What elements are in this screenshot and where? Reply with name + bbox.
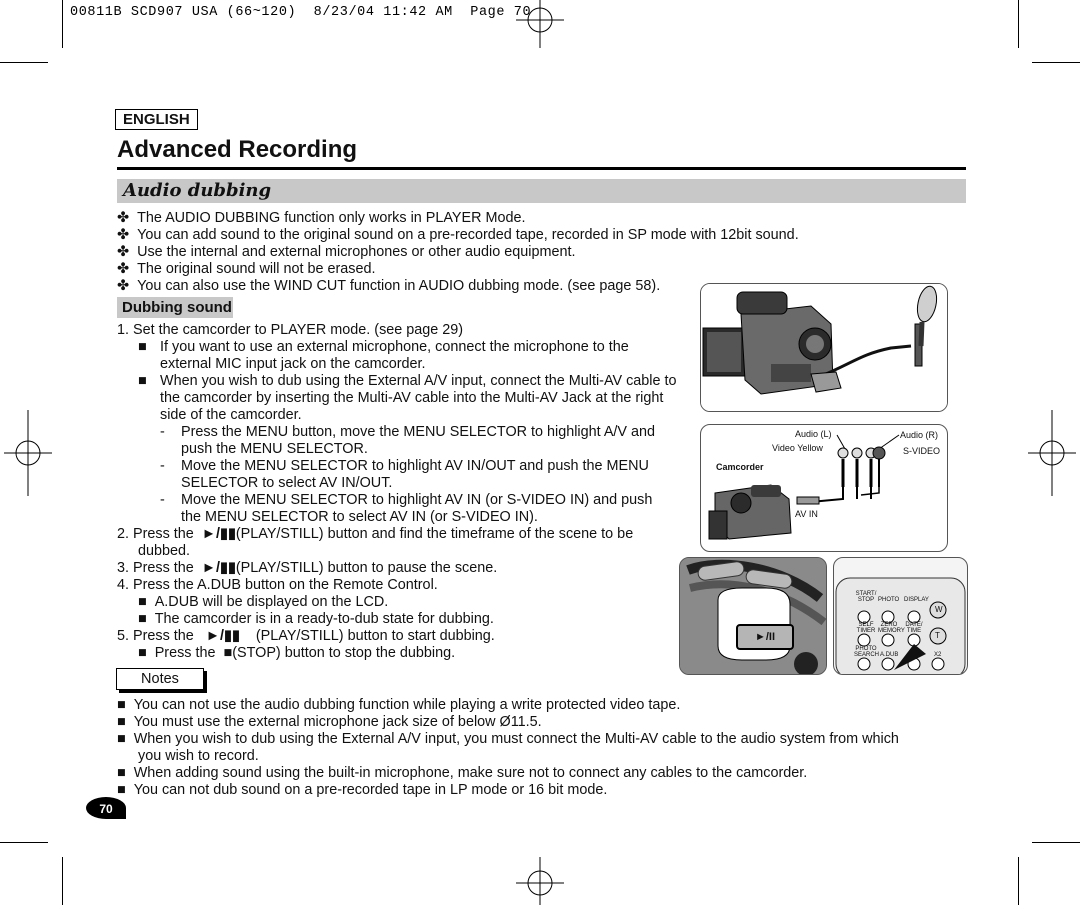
step-4: 4. Press the A.DUB button on the Remote Control. — [117, 577, 438, 593]
subsection-title: Dubbing sound — [122, 299, 232, 316]
square-bullet-icon: ■ — [138, 611, 147, 627]
play-still-button: ►/II — [736, 624, 794, 650]
figure-remote-control — [833, 557, 968, 675]
list-item — [138, 373, 147, 390]
t-label: T — [935, 631, 940, 640]
zero-memory-label: ZERO MEMORY — [878, 622, 905, 634]
title-rule — [117, 167, 966, 170]
list-item: ✤ Use the internal and external microphones or other audio equipment. — [117, 244, 576, 260]
s-video-label: S-VIDEO — [903, 446, 941, 456]
dash-bullet: - — [160, 492, 165, 508]
list-item: ✤ The original sound will not be erased. — [117, 261, 376, 277]
list-item: ■ A.DUB will be displayed on the LCD. — [138, 594, 389, 610]
step-3: 3. Press the ►/▮▮(PLAY/STILL) button to pause the scene. — [117, 560, 498, 576]
dash-bullet: - — [160, 458, 165, 474]
step-1: 1. Set the camcorder to PLAYER mode. (see page 29) — [117, 322, 464, 338]
list-item: ■ Press the ■(STOP) button to stop the dubbing. — [138, 645, 456, 661]
figure-play-button — [679, 557, 827, 675]
square-bullet-icon: ■ — [117, 765, 126, 781]
list-item: ■ The camcorder is in a ready-to-dub state for dubbing. — [138, 611, 494, 627]
note-item: ■ When adding sound using the built-in microphone, make sure not to connect any cables to the camcorder. — [117, 765, 808, 781]
step-5: 5. Press the ►/▮▮ (PLAY/STILL) button to start dubbing. — [117, 628, 495, 644]
print-header: 00811B SCD907 USA (66~120) 8/23/04 11:42 AM Page 70 — [70, 5, 532, 20]
av-in-label: AV IN — [795, 509, 818, 519]
audio-l-label: Audio (L) — [795, 429, 832, 439]
note-item: ■ You must use the external microphone jack size of below Ø11.5. — [117, 714, 542, 730]
square-bullet-icon: ■ — [117, 697, 126, 713]
stop-icon: ■ — [223, 645, 233, 661]
language-tag: ENGLISH — [115, 109, 198, 130]
a-dub-label: A.DUB — [880, 652, 899, 658]
av-connection-illustration — [701, 425, 947, 551]
step-2: 2. Press the ►/▮▮(PLAY/STILL) button and find the timeframe of the scene to be — [117, 526, 634, 542]
note-item: ■ When you wish to dub using the External A/V input, you must connect the Multi-AV cable to the audio system from which — [117, 731, 899, 747]
cross-bullet-icon: ✤ — [117, 244, 130, 260]
camcorder-label: Camcorder — [716, 462, 764, 472]
display-label: DISPLAY — [904, 597, 929, 603]
cross-bullet-icon: ✤ — [117, 227, 130, 243]
photo-label: PHOTO — [878, 597, 900, 603]
photo-search-label: PHOTO SEARCH — [854, 646, 880, 658]
square-bullet-icon: ■ — [138, 339, 147, 355]
square-bullet-icon: ■ — [138, 594, 147, 610]
list-item: ✤ The AUDIO DUBBING function only works in PLAYER Mode. — [117, 210, 526, 226]
square-bullet-icon: ■ — [138, 373, 147, 389]
page-title: Advanced Recording — [117, 136, 358, 163]
square-bullet-icon: ■ — [138, 645, 147, 661]
notes-label: Notes — [116, 668, 204, 690]
page-number: 70 — [86, 797, 126, 819]
start-stop-label: START/ STOP — [855, 591, 877, 603]
square-bullet-icon: ■ — [117, 714, 126, 730]
list-item: ✤ You can also use the WIND CUT function in AUDIO dubbing mode. (see page 58). — [117, 278, 661, 294]
cross-bullet-icon: ✤ — [117, 278, 130, 294]
date-time-label: DATE/ TIME — [905, 622, 923, 634]
cross-bullet-icon: ✤ — [117, 261, 130, 277]
note-item: ■ You can not dub sound on a pre-recorded tape in LP mode or 16 bit mode. — [117, 782, 608, 798]
play-still-icon: ►/▮▮ — [201, 526, 236, 542]
play-still-icon: ►/▮▮ — [201, 560, 236, 576]
camcorder-buttons-illustration — [680, 558, 826, 674]
square-bullet-icon: ■ — [117, 782, 126, 798]
video-yellow-label: Video Yellow — [772, 443, 823, 453]
figure-av-connection — [700, 424, 948, 552]
audio-r-label: Audio (R) — [900, 430, 939, 440]
note-item: ■ You can not use the audio dubbing function while playing a write protected video tape. — [117, 697, 681, 713]
w-label: W — [935, 605, 943, 614]
list-item: ✤ You can add sound to the original sound on a pre-recorded tape, recorded in SP mode with 12bit sound. — [117, 227, 799, 243]
dash-bullet: - — [160, 424, 165, 440]
play-still-icon: ►/▮▮ — [205, 628, 240, 644]
cross-bullet-icon: ✤ — [117, 210, 130, 226]
self-timer-label: SELF TIMER — [856, 622, 876, 634]
list-item — [138, 339, 147, 356]
x2-label: X2 — [934, 652, 942, 658]
square-bullet-icon: ■ — [117, 731, 126, 747]
section-title: Audio dubbing — [123, 180, 272, 201]
figure-camcorder-microphone — [700, 283, 948, 412]
camcorder-microphone-illustration — [701, 284, 947, 411]
